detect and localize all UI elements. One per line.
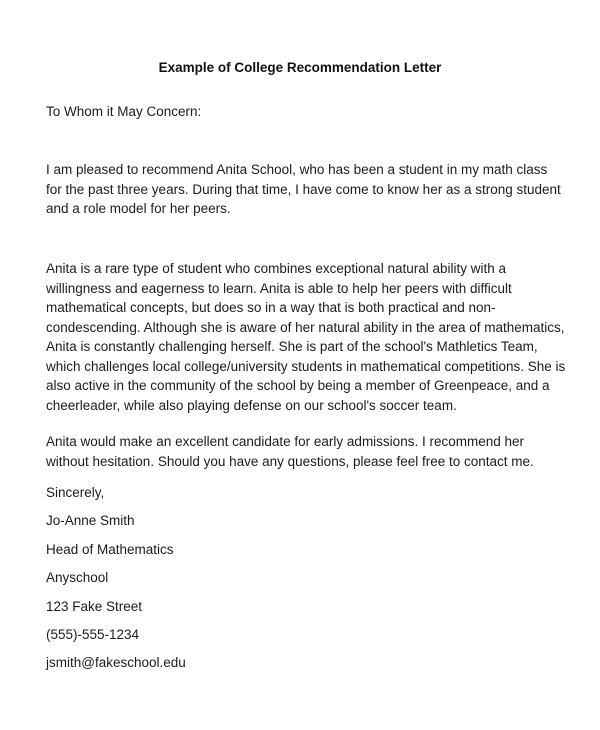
salutation: To Whom it May Concern: bbox=[46, 104, 202, 119]
letter-title: Example of College Recommendation Letter bbox=[158, 60, 442, 75]
signer-email: jsmith@fakeschool.edu bbox=[46, 655, 186, 670]
signer-name: Jo-Anne Smith bbox=[46, 513, 135, 528]
closing: Sincerely, bbox=[46, 485, 105, 500]
signer-position: Head of Mathematics bbox=[46, 542, 174, 557]
signer-school: Anyschool bbox=[46, 570, 109, 585]
signer-phone: (555)-555-1234 bbox=[46, 627, 140, 642]
paragraph-intro: I am pleased to recommend Anita School, who has been a student in my math class for the past three years. During that time, I have come to know her as a strong student and a role model for her peers. bbox=[46, 162, 561, 216]
signer-address: 123 Fake Street bbox=[46, 599, 143, 614]
paragraph-qualities: Anita is a rare type of student who combines exceptional natural ability with a willingness and eagerness to learn. Anita is able to help her peers with difficult mathematical concepts, but does so in a way that is both practical and non-condescending. Although she is aware of her natural ability in the area of mathematics, Anita is constantly challenging herself. She is part of the school's Mathletics Team, which challenges local college/university students in mathematical competitions. She is also active in the community of the school by being a member of Greenpeace, and a cheerleader, while also playing defense on our school's soccer team. bbox=[46, 261, 566, 413]
paragraph-recommendation: Anita would make an excellent candidate for early admissions. I recommend her without hesitation. Should you have any questions, please feel free to contact me. bbox=[46, 434, 534, 469]
